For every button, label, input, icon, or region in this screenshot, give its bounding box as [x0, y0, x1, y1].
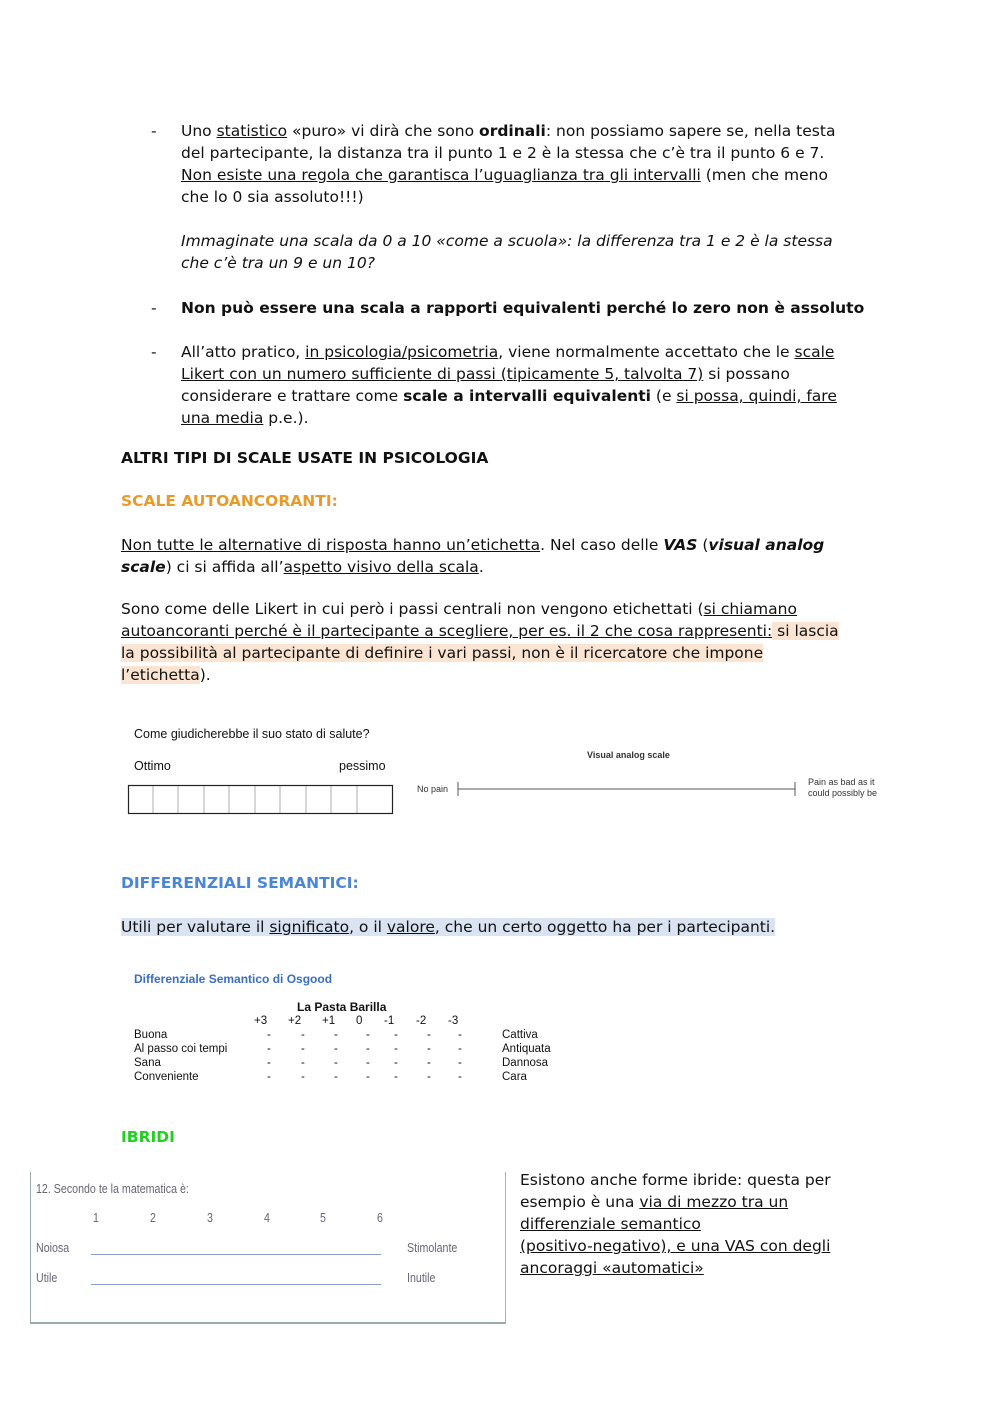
text-line: [181, 341, 881, 363]
italic-line: che c’è tra un 9 e un 10?: [181, 254, 375, 272]
osgood-response-dash[interactable]: -: [301, 1029, 305, 1041]
section-heading-ibridi: IBRIDI: [121, 1128, 175, 1146]
osgood-response-dash[interactable]: -: [427, 1057, 431, 1069]
text-run: .: [478, 558, 484, 576]
osgood-response-dash[interactable]: -: [301, 1057, 305, 1069]
underlined-text: valore: [386, 918, 435, 936]
text-line: del partecipante, la distanza tra il punto 1 e 2 è la stessa che c’è tra il punto 6 e 7.: [181, 144, 825, 162]
text-run: : non possiamo sapere se, nella testa: [545, 122, 836, 140]
text-line: [121, 620, 881, 642]
osgood-left-adjective: Conveniente: [134, 1071, 199, 1083]
hybrid-row2-right: Inutile: [407, 1270, 436, 1285]
text-run: All’atto pratico,: [181, 343, 306, 361]
highlighted-line: [121, 918, 775, 936]
osgood-response-dash[interactable]: -: [427, 1071, 431, 1083]
osgood-response-dash[interactable]: -: [427, 1029, 431, 1041]
highlighted-text: l’etichetta: [121, 666, 200, 684]
text-run: ).: [199, 666, 211, 684]
autoanchoring-scale-boxes: [127, 784, 395, 816]
underlined-text: aspetto visivo della scala: [283, 558, 479, 576]
text-line: [121, 534, 881, 556]
osgood-right-adjective: Antiquata: [502, 1043, 551, 1055]
text-run: «puro» vi dirà che sono: [287, 122, 480, 140]
italic-line: Immaginate una scala da 0 a 10 «come a scuola»: la differenza tra 1 e 2 è la stessa: [181, 232, 833, 250]
scale-anchor-left: Ottimo: [134, 759, 171, 773]
underlined-line: ancoraggi «automatici»: [520, 1259, 704, 1277]
bold-italic-text: VAS: [663, 536, 698, 554]
osgood-right-adjective: Dannosa: [502, 1057, 549, 1069]
text-line: [181, 385, 881, 407]
text-run: Utili per valutare il: [121, 918, 270, 936]
text-run: ) ci si affida all’: [165, 558, 284, 576]
text-run: si possano: [703, 365, 790, 383]
hybrid-scale-number: 1: [93, 1210, 99, 1225]
underlined-text: una media: [181, 409, 264, 427]
hybrid-row1-left: Noiosa: [36, 1240, 70, 1255]
figure-question: Come giudicherebbe il suo stato di salute?: [134, 727, 370, 741]
underlined-line: differenziale semantico: [520, 1215, 701, 1233]
bullet-dash: -: [151, 343, 157, 361]
text-line: [121, 642, 881, 664]
paragraph-ibridi: [520, 1169, 890, 1279]
section-heading: ALTRI TIPI DI SCALE USATE IN PSICOLOGIA: [121, 449, 489, 467]
hybrid-question: 12. Secondo te la matematica è:: [36, 1181, 189, 1196]
paragraph-differenziali: [121, 916, 881, 938]
paragraph-likert-autoancoranti: [121, 598, 881, 686]
hybrid-scale-number: 2: [150, 1210, 156, 1225]
text-run: Uno: [181, 122, 217, 140]
osgood-scale-value: -3: [448, 1015, 459, 1027]
osgood-table: [134, 1029, 574, 1085]
osgood-row: [134, 1071, 574, 1085]
osgood-response-dash[interactable]: -: [458, 1071, 462, 1083]
osgood-right-adjective: Cattiva: [502, 1029, 538, 1041]
underlined-text: scale: [794, 343, 835, 361]
osgood-scale-value: -2: [416, 1015, 427, 1027]
section-heading-autoancoranti: SCALE AUTOANCORANTI:: [121, 492, 338, 510]
text-line: [121, 598, 881, 620]
text-run: , o il: [349, 918, 387, 936]
osgood-response-dash[interactable]: -: [394, 1043, 398, 1055]
osgood-scale-value: 0: [356, 1015, 363, 1027]
highlighted-text: si lascia: [772, 622, 839, 640]
underlined-text: statistico: [216, 122, 288, 140]
text-line: che lo 0 sia assoluto!!!): [181, 188, 364, 206]
osgood-response-dash[interactable]: -: [301, 1071, 305, 1083]
bullet-dash: -: [151, 122, 157, 140]
bold-text: ordinali: [479, 122, 546, 140]
text-line: [181, 363, 881, 385]
text-run: , che un certo oggetto ha per i partecipanti.: [434, 918, 776, 936]
section-heading-differenziali: DIFFERENZIALI SEMANTICI:: [121, 874, 359, 892]
osgood-response-dash[interactable]: -: [458, 1057, 462, 1069]
text-run: esempio è una: [520, 1193, 640, 1211]
underlined-text: si chiamano: [703, 600, 797, 618]
text-line: [181, 120, 881, 142]
text-run: , viene normalmente accettato che le: [498, 343, 795, 361]
osgood-title: Differenziale Semantico di Osgood: [134, 972, 333, 986]
bullet-item-atto-pratico: [121, 341, 881, 429]
osgood-response-dash[interactable]: -: [366, 1029, 370, 1041]
osgood-response-dash[interactable]: -: [334, 1071, 338, 1083]
underlined-text: via di mezzo tra un: [639, 1193, 789, 1211]
osgood-response-dash[interactable]: -: [394, 1029, 398, 1041]
underlined-text: Non tutte le alternative di risposta hanno un’etichetta: [121, 536, 541, 554]
osgood-scale-value: +3: [254, 1015, 268, 1027]
text-run: . Nel caso delle: [540, 536, 664, 554]
underlined-text: in psicologia/psicometria: [305, 343, 499, 361]
text-run: (men che meno: [700, 166, 828, 184]
osgood-response-dash[interactable]: -: [458, 1043, 462, 1055]
vas-label-pain: [808, 777, 877, 799]
text-line: [121, 556, 881, 578]
highlighted-text: la possibilità al partecipante di definire i vari passi, non è il ricercatore che impone: [121, 644, 764, 662]
text-line: [181, 164, 881, 186]
osgood-scale-value: +2: [288, 1015, 302, 1027]
text-line: [181, 407, 881, 429]
hybrid-number-row: [31, 1210, 505, 1228]
vas-label-no-pain: No pain: [417, 784, 449, 794]
text-line: [121, 664, 881, 686]
osgood-response-dash[interactable]: -: [301, 1043, 305, 1055]
vas-line: [455, 780, 800, 798]
bullet-item-rapporti: [121, 297, 881, 319]
hybrid-scale-number: 3: [207, 1210, 213, 1225]
osgood-left-adjective: Sana: [134, 1057, 161, 1069]
vas-title: Visual analog scale: [587, 750, 670, 760]
underlined-text: Likert con un numero sufficiente di passi (tipicamente 5, talvolta 7): [181, 365, 704, 383]
text-run: considerare e trattare come: [181, 387, 404, 405]
osgood-right-adjective: Cara: [502, 1071, 527, 1083]
osgood-object: La Pasta Barilla: [297, 1000, 387, 1014]
hybrid-row1-line: [91, 1254, 381, 1255]
osgood-scale-value: +1: [322, 1015, 336, 1027]
osgood-scale-value: -1: [384, 1015, 395, 1027]
hybrid-row2-left: Utile: [36, 1270, 58, 1285]
osgood-response-dash[interactable]: -: [366, 1043, 370, 1055]
hybrid-scale-number: 4: [264, 1210, 270, 1225]
osgood-row: [134, 1029, 574, 1043]
underlined-text: significato: [269, 918, 350, 936]
underlined-text: autoancoranti perché è il partecipante a scegliere, per es. il 2 che cosa rappresenti:: [121, 622, 773, 640]
osgood-response-dash[interactable]: -: [334, 1043, 338, 1055]
hybrid-scale-number: 6: [377, 1210, 383, 1225]
scale-anchor-right: pessimo: [339, 759, 386, 773]
text-line: could possibly be: [808, 788, 878, 798]
osgood-row: [134, 1057, 574, 1071]
hybrid-row1-right: Stimolante: [407, 1240, 458, 1255]
osgood-response-dash[interactable]: -: [267, 1043, 271, 1055]
bold-text: Non può essere una scala a rapporti equivalenti perché lo zero non è assoluto: [181, 299, 865, 317]
bold-italic-text: visual analog: [708, 536, 825, 554]
osgood-response-dash[interactable]: -: [267, 1057, 271, 1069]
osgood-response-dash[interactable]: -: [267, 1071, 271, 1083]
bullet-item-ordinali: [121, 120, 881, 274]
text-run: (e: [650, 387, 677, 405]
text-run: p.e.).: [263, 409, 309, 427]
bold-italic-text: scale: [121, 558, 166, 576]
underlined-line: (positivo-negativo), e una VAS con degli: [520, 1237, 831, 1255]
text-line: [520, 1191, 890, 1213]
underlined-text: Non esiste una regola che garantisca l’uguaglianza tra gli intervalli: [181, 166, 701, 184]
osgood-response-dash[interactable]: -: [334, 1029, 338, 1041]
text-run: (: [697, 536, 709, 554]
osgood-response-dash[interactable]: -: [267, 1029, 271, 1041]
bullet-dash: -: [151, 299, 157, 317]
text-line: Esistono anche forme ibride: questa per: [520, 1171, 831, 1189]
osgood-row: [134, 1043, 574, 1057]
osgood-response-dash[interactable]: -: [427, 1043, 431, 1055]
text-line: Pain as bad as it: [808, 777, 875, 787]
osgood-response-dash[interactable]: -: [366, 1071, 370, 1083]
osgood-response-dash[interactable]: -: [334, 1057, 338, 1069]
osgood-left-adjective: Al passo coi tempi: [134, 1043, 228, 1055]
hybrid-scale-figure: [30, 1172, 506, 1324]
bold-text: scale a intervalli equivalenti: [403, 387, 651, 405]
hybrid-row2-line: [91, 1284, 381, 1285]
osgood-response-dash[interactable]: -: [366, 1057, 370, 1069]
osgood-response-dash[interactable]: -: [394, 1071, 398, 1083]
paragraph-vas: [121, 534, 881, 578]
osgood-left-adjective: Buona: [134, 1029, 168, 1041]
osgood-response-dash[interactable]: -: [394, 1057, 398, 1069]
underlined-text: si possa, quindi, fare: [676, 387, 837, 405]
hybrid-scale-number: 5: [320, 1210, 326, 1225]
text-run: Sono come delle Likert in cui però i passi centrali non vengono etichettati (: [121, 600, 704, 618]
osgood-response-dash[interactable]: -: [458, 1029, 462, 1041]
